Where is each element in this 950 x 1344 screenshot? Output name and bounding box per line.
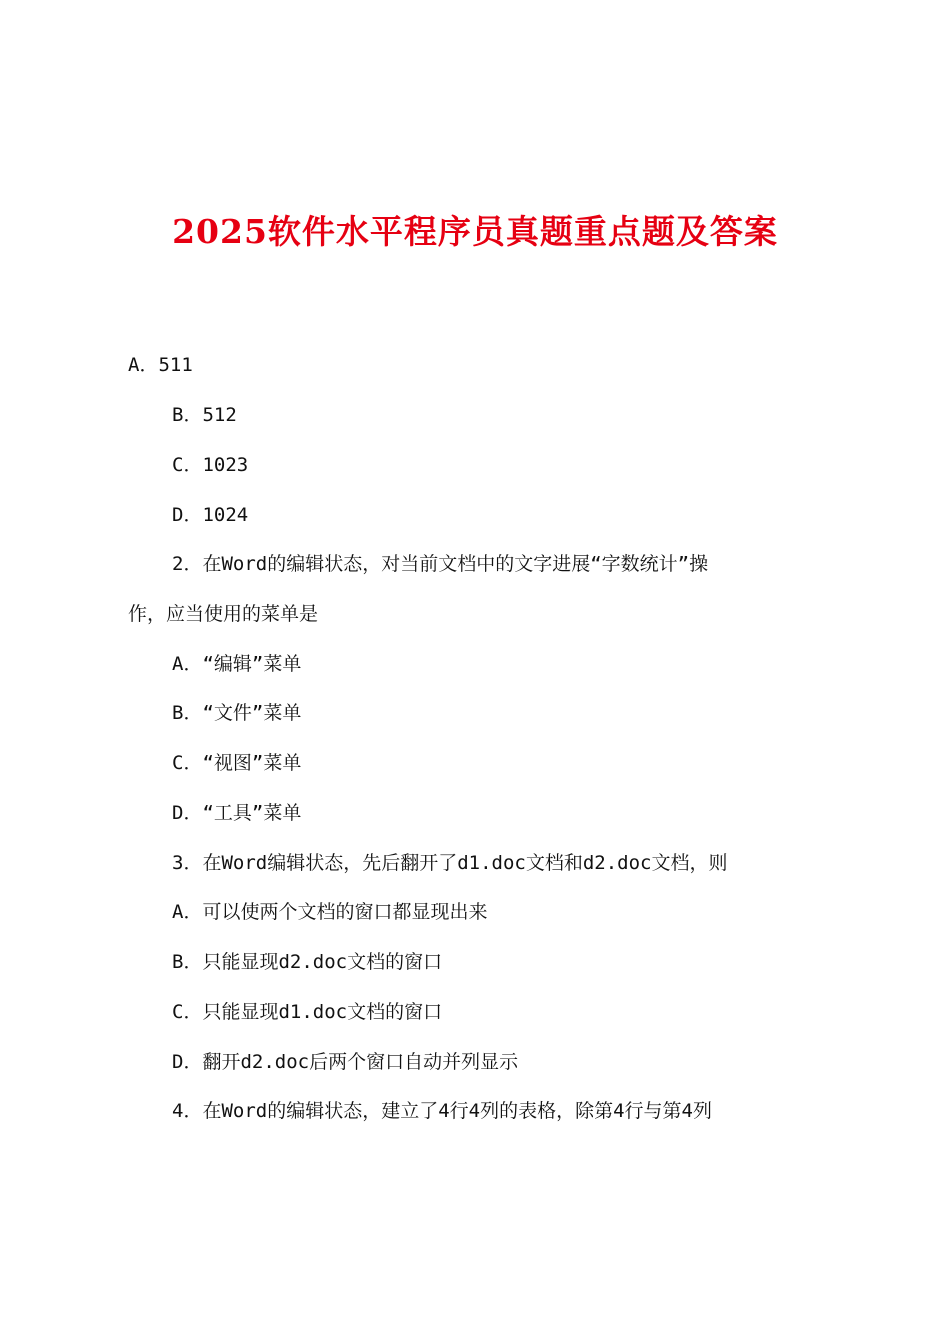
question-2-cont: 作，应当使用的菜单是 [128, 603, 319, 625]
question-4: 4．在Word的编辑状态，建立了4行4列的表格，除第4行与第4列 [172, 1100, 712, 1122]
option-b-q2: B．“文件”菜单 [172, 702, 302, 724]
option-b-q3: B．只能显现d2.doc文档的窗口 [172, 951, 443, 973]
option-a-q1: A．511 [128, 354, 193, 376]
question-3: 3．在Word编辑状态，先后翻开了d1.doc文档和d2.doc文档，则 [172, 852, 728, 874]
option-d-q3: D．翻开d2.doc后两个窗口自动并列显示 [172, 1051, 519, 1073]
option-c-q1: C．1023 [172, 454, 249, 476]
option-b-q1: B．512 [172, 404, 237, 426]
option-a-q3: A．可以使两个文档的窗口都显现出来 [172, 901, 488, 923]
option-c-q3: C．只能显现d1.doc文档的窗口 [172, 1001, 443, 1023]
option-d-q1: D．1024 [172, 504, 249, 526]
question-2: 2．在Word的编辑状态，对当前文档中的文字进展“字数统计”操 [172, 553, 709, 575]
option-a-q2: A．“编辑”菜单 [172, 653, 302, 675]
document-title: 2025软件水平程序员真题重点题及答案 [172, 212, 778, 251]
option-d-q2: D．“工具”菜单 [172, 802, 302, 824]
option-c-q2: C．“视图”菜单 [172, 752, 302, 774]
